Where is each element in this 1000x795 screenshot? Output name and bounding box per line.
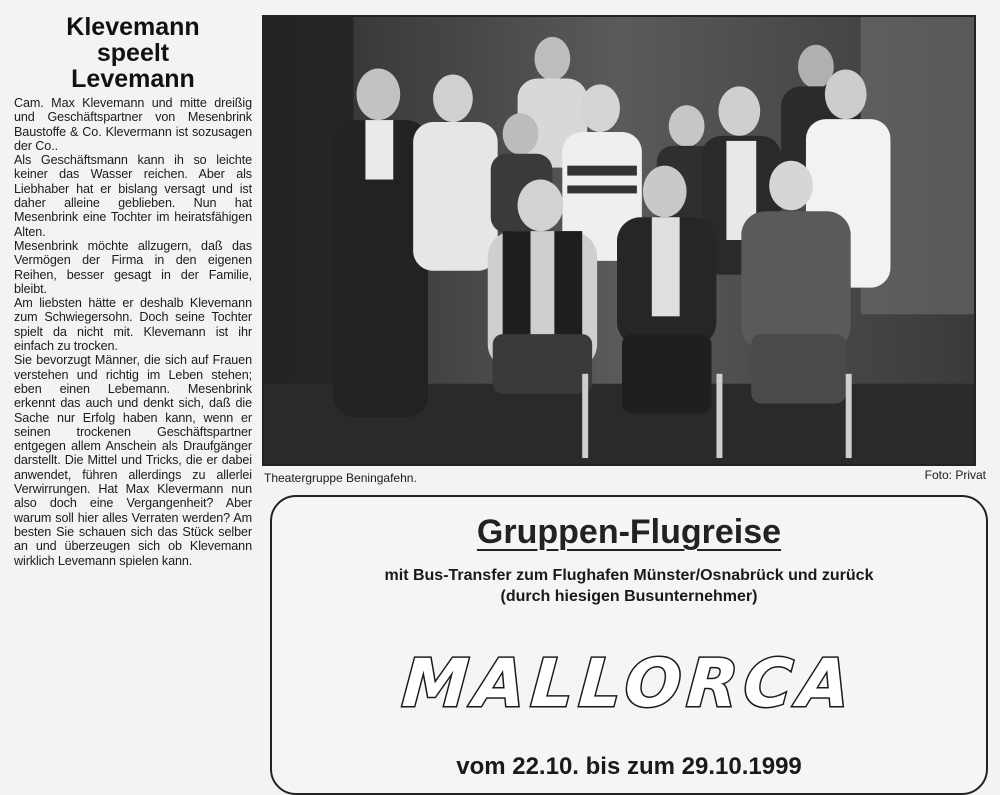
group-photo-illustration (264, 17, 974, 464)
group-photo (262, 15, 976, 466)
article-body (14, 96, 252, 568)
article-paragraph: Cam. Max Klevemann und mitte dreißig und Geschäftspartner von Mesenbrink Baustoffe & Co. Klevermann ist sozusagen der Co.. (14, 96, 252, 153)
ad-subtitle-line-1: mit Bus-Transfer zum Flughafen Münster/Osnabrück und zurück (384, 567, 874, 584)
article-headline (14, 14, 252, 92)
ad-destination: MALLORCA (399, 645, 859, 722)
article-paragraph: Am liebsten hätte er deshalb Klevemann zum Schwiegersohn. Doch seine Tochter spielt da nicht mit. Klevemann ist ihr einfach zu trocken. (14, 296, 252, 354)
ad-subtitle (272, 565, 986, 607)
ad-subtitle-line-2: (durch hiesigen Busunternehmer) (500, 588, 758, 605)
article-paragraph: Als Geschäftsmann kann ih so leichte keiner das Wasser reichen. Aber als Liebhaber hat er bislang versagt und ist daher alleine geblieben. Nun hat Mesenbrink eine Tochter im heiratsfähigen Alten. (14, 153, 252, 239)
article (14, 14, 252, 774)
ad-title: Gruppen-Flugreise (476, 513, 782, 551)
travel-advertisement (270, 495, 988, 795)
ad-dates: vom 22.10. bis zum 29.10.1999 (456, 753, 802, 780)
headline-line-2: speelt (96, 39, 170, 67)
photo-credit: Foto: Privat (924, 468, 986, 482)
photo-caption: Theatergruppe Beningafehn. (264, 471, 417, 485)
headline-line-3: Levemann (71, 65, 195, 93)
article-paragraph: Sie bevorzugt Männer, die sich auf Frauen verstehen und richtig im Leben stehen; eben einen Lebemann. Mesenbrink erkennt das auch und denkt sich, daß die Sache nur Erfolg haben kann, wenn er seinen trockenen Geschäftspartner entgegen allem Anschein als Draufgänger darstellt. Die Mittel und Tricks, die er dabei anwendet, führen allerdings zu allerlei Verwirrungen. Hat Max Klevermann nun also doch eine Vergangenheit? Aber warum soll hier alles Verraten werden? Am besten Sie schauen sich das Stück selber an und überzeugen sich ob Klevemann wirklich Levemann spielen kann. (14, 353, 252, 568)
headline-line-1: Klevemann (66, 14, 200, 41)
article-paragraph: Mesenbrink möchte allzugern, daß das Vermögen der Firma in den eigenen Reihen, besser gesagt in der Familie, bleibt. (14, 238, 252, 296)
